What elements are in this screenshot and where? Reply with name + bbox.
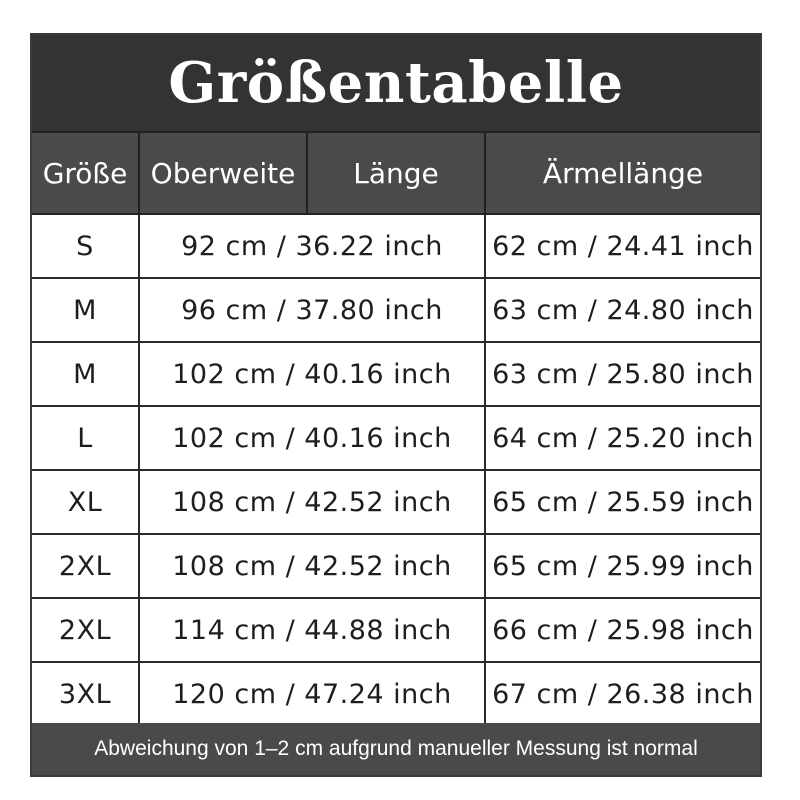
bust-cell: 120 cm / 47.24 inch — [140, 663, 486, 725]
bust-cell: 102 cm / 40.16 inch — [140, 343, 486, 405]
footer-text: Abweichung von 1–2 cm aufgrund manueller Messung ist normal — [94, 737, 698, 760]
table-row — [32, 215, 760, 279]
table-row — [32, 279, 760, 343]
size-cell: XL — [32, 471, 140, 533]
title-bar — [32, 35, 760, 131]
bust-cell: 96 cm / 37.80 inch — [140, 279, 486, 341]
sleeve-cell: 65 cm / 25.99 inch — [492, 550, 754, 582]
table-row — [32, 407, 760, 471]
size-cell: 2XL — [32, 535, 140, 597]
size-cell: L — [32, 407, 140, 469]
table-header — [32, 131, 760, 215]
size-cell: M — [32, 343, 140, 405]
bust-cell: 92 cm / 36.22 inch — [140, 215, 486, 277]
sleeve-cell: 66 cm / 25.98 inch — [492, 614, 754, 646]
footer-note — [32, 723, 760, 775]
table-row — [32, 535, 760, 599]
header-size: Größe — [32, 133, 140, 213]
size-cell: 3XL — [32, 663, 140, 725]
bust-cell: 108 cm / 42.52 inch — [140, 471, 486, 533]
bust-cell: 114 cm / 44.88 inch — [140, 599, 486, 661]
sleeve-cell: 67 cm / 26.38 inch — [492, 678, 754, 710]
header-sleeve: Ärmellänge — [542, 156, 704, 190]
table-row — [32, 471, 760, 535]
page-title: Größentabelle — [168, 50, 624, 116]
size-cell: S — [32, 215, 140, 277]
sleeve-cell: 63 cm / 25.80 inch — [492, 358, 754, 390]
header-length: Länge — [308, 133, 486, 213]
table-row — [32, 599, 760, 663]
header-bust: Oberweite — [140, 133, 308, 213]
table-row — [32, 663, 760, 727]
sleeve-cell: 62 cm / 24.41 inch — [492, 230, 754, 262]
size-cell: M — [32, 279, 140, 341]
bust-cell: 108 cm / 42.52 inch — [140, 535, 486, 597]
sleeve-cell: 65 cm / 25.59 inch — [492, 486, 754, 518]
sleeve-cell: 64 cm / 25.20 inch — [492, 422, 754, 454]
bust-cell: 102 cm / 40.16 inch — [140, 407, 486, 469]
sleeve-cell: 63 cm / 24.80 inch — [492, 294, 754, 326]
table-row — [32, 343, 760, 407]
size-chart — [30, 33, 762, 777]
size-cell: 2XL — [32, 599, 140, 661]
